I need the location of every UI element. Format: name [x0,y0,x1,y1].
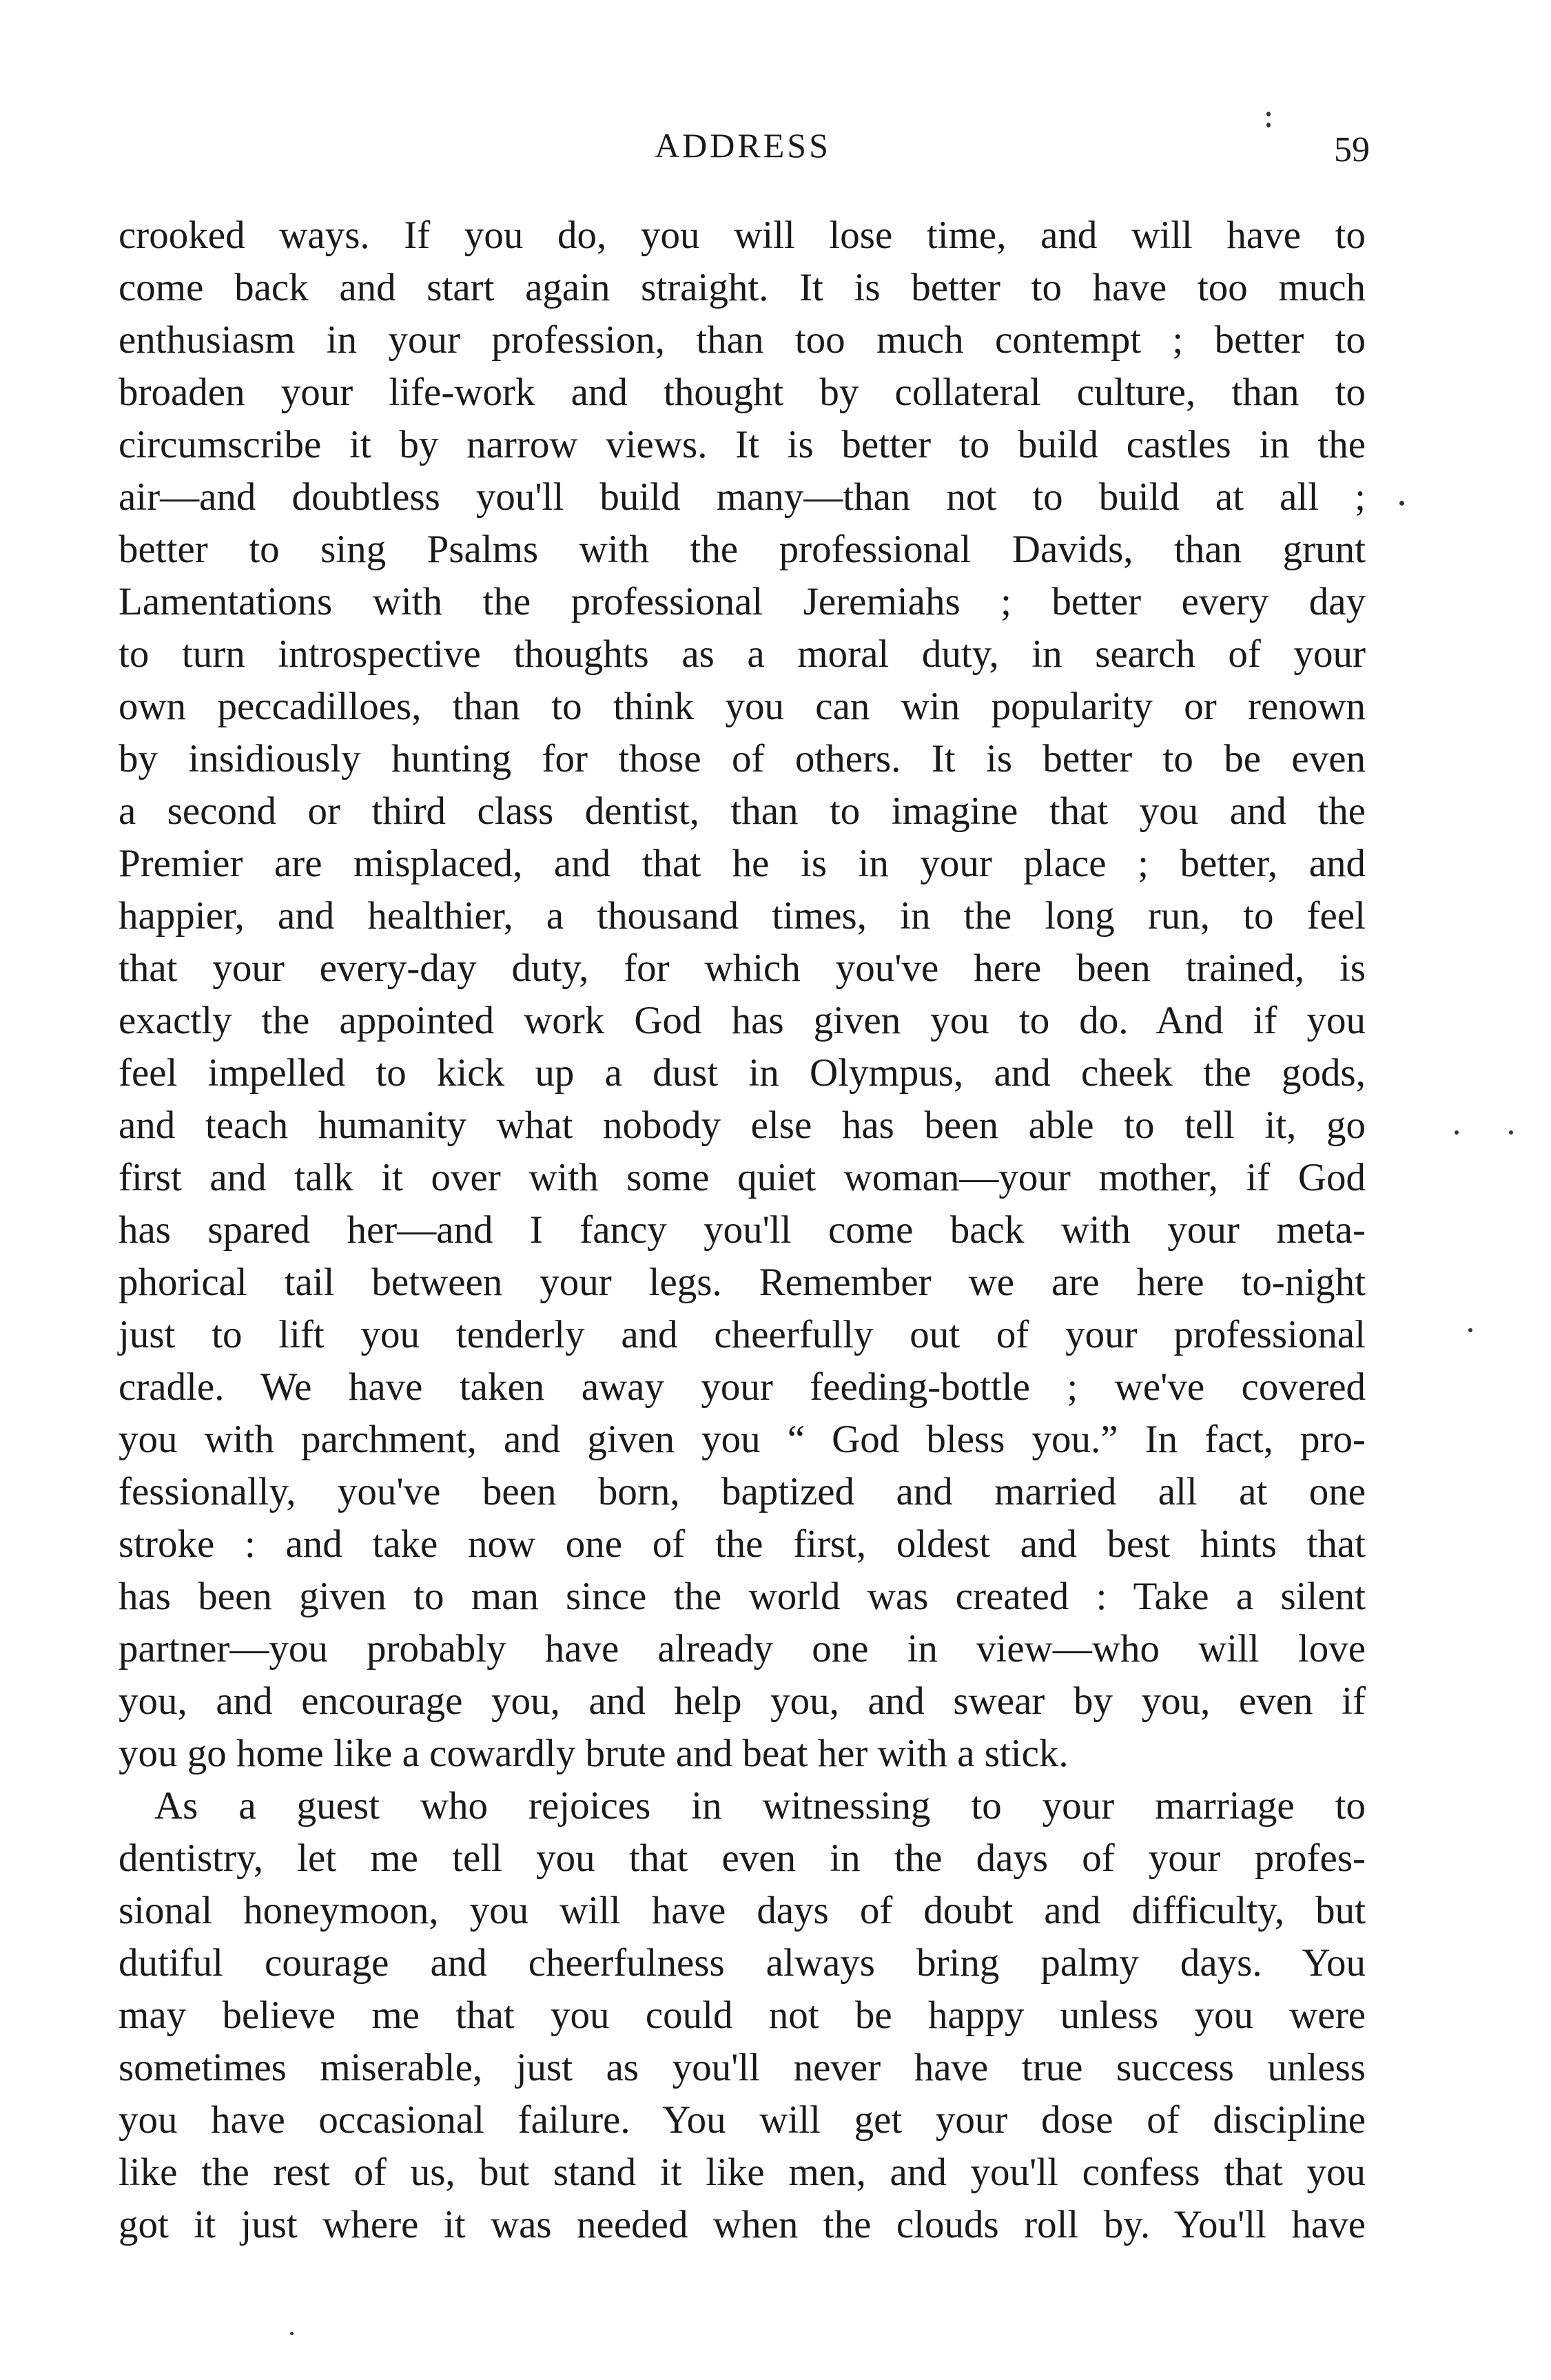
scan-speck [1509,1130,1513,1135]
text-line: by insidiously hunting for those of others. It is better to be even [119,737,1366,780]
text-line: phorical tail between your legs. Remember we are here to-night [119,1261,1366,1304]
text-line: exactly the appointed work God has given you to do. And if you [119,999,1366,1042]
text-line: dutiful courage and cheerfulness always bring palmy days. You [119,1941,1366,1985]
text-line: partner—you probably have already one in view—who will love [119,1627,1366,1670]
text-line: cradle. We have taken away your feeding-bottle ; we've covered [119,1365,1366,1409]
body-text [119,209,1366,2251]
text-line: As a guest who rejoices in witnessing to your marriage to [154,1784,1366,1828]
text-line: has been given to man since the world was created : Take a silent [119,1575,1366,1618]
text-line: crooked ways. If you do, you will lose time, and will have to [119,214,1366,257]
text-line: to turn introspective thoughts as a moral duty, in search of your [119,632,1366,676]
text-line: sional honeymoon, you will have days of doubt and difficulty, but [119,1889,1366,1932]
text-line: air—and doubtless you'll build many—than not to build at all ; [119,475,1366,519]
text-line: circumscribe it by narrow views. It is better to build castles in the [119,423,1366,466]
text-line: a second or third class dentist, than to imagine that you and the [119,789,1366,833]
text-line: has spared her—and I fancy you'll come back with your meta- [119,1208,1366,1252]
text-line: you, and encourage you, and help you, and swear by you, even if [119,1679,1366,1723]
text-line: enthusiasm in your profession, than too much contempt ; better to [119,318,1366,362]
text-line: you have occasional failure. You will get your dose of discipline [119,2098,1366,2142]
text-line: sometimes miserable, just as you'll never have true success unless [119,2046,1366,2089]
scan-speck [290,2332,294,2335]
text-line: may believe me that you could not be happy unless you were [119,1994,1366,2037]
text-line: Lamentations with the professional Jeremiahs ; better every day [119,580,1366,623]
text-line: you go home like a cowardly brute and beat her with a stick. [119,1732,1069,1775]
text-line: like the rest of us, but stand it like men, and you'll confess that you [119,2151,1366,2194]
running-head-title: ADDRESS [655,126,831,165]
text-line: Premier are misplaced, and that he is in your place ; better, and [119,842,1366,885]
text-line: feel impelled to kick up a dust in Olympus, and cheek the gods, [119,1051,1366,1095]
text-line: first and talk it over with some quiet woman—your mother, if God [119,1156,1366,1199]
text-line: own peccadilloes, than to think you can win popularity or renown [119,685,1366,728]
text-line: happier, and healthier, a thousand times, in the long run, to feel [119,894,1366,938]
text-line: fessionally, you've been born, baptized and married all at one [119,1470,1366,1513]
text-line: dentistry, let me tell you that even in the days of your profes- [119,1836,1366,1880]
text-line: and teach humanity what nobody else has been able to tell it, go [119,1104,1366,1147]
text-line: you with parchment, and given you “ God bless you.” In fact, pro- [119,1418,1366,1461]
scan-speck [1455,1130,1459,1135]
page-number: 59 [1334,130,1370,169]
text-line: just to lift you tenderly and cheerfully out of your professional [119,1313,1366,1356]
text-line: broaden your life-work and thought by collateral culture, than to [119,371,1366,414]
scan-speck [1399,501,1404,506]
scan-speck [1266,123,1271,127]
running-head [123,123,1370,171]
scan-speck [1468,1328,1472,1332]
scan-speck [1266,112,1271,116]
text-line: that your every-day duty, for which you've here been trained, is [119,946,1366,990]
text-line: stroke : and take now one of the first, oldest and best hints that [119,1522,1366,1566]
text-line: got it just where it was needed when the clouds roll by. You'll have [119,2203,1366,2246]
text-line: come back and start again straight. It is better to have too much [119,266,1366,309]
text-line: better to sing Psalms with the professional Davids, than grunt [119,528,1366,571]
